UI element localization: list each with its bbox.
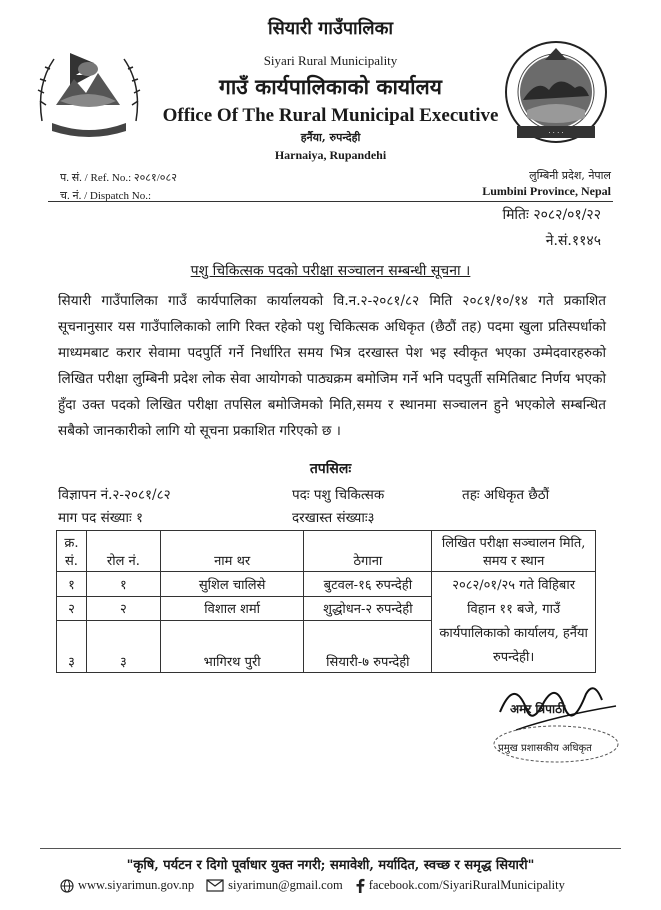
facebook-link[interactable]: facebook.com/SiyariRuralMunicipality (368, 878, 565, 892)
province-nepali: लुम्बिनी प्रदेश, नेपाल (529, 169, 611, 182)
signatory-title: प्रमुख प्रशासकीय अधिकृत (498, 743, 592, 754)
office-name-nepali: गाउँ कार्यपालिकाको कार्यालय (219, 74, 442, 99)
cell-sn: ३ (57, 621, 87, 673)
cell-name: सुशिल चालिसे (160, 572, 304, 597)
footer-slogan: "कृषि, पर्यटन र दिगो पूर्वाधार युक्त नगरी; समावेशी, मर्यादित, स्वच्छ र समृद्ध सियारी" (126, 858, 535, 873)
header-roll: रोल नं. (86, 531, 160, 572)
header-schedule: लिखित परीक्षा सञ्चालन मिति, समय र स्थान (432, 531, 596, 572)
application-count: दरखास्त संख्याः३ (292, 510, 375, 526)
signature-mark (486, 672, 626, 772)
letter-body: सियारी गाउँपालिका गाउँ कार्यपालिका कार्यालयको वि.न.२-२०८१/८२ मिति २०८१/१०/१४ गते प्रकाशित सूचनानुसार यस गाउँपालिकाको लागि रिक्त रहेको पशु चिकित्सक अधिकृत (छैठौं तह) पदमा खुला प्रतिस्पर्धाको माध्यमबाट करार सेवामा पदपुर्ति गर्ने निर्धारित समय भित्र दरखास्त पेश भइ स्वीकृत भएका उम्मेदवारहरुको लिखित परीक्षा लुम्बिनी प्रदेश लोक सेवा आयोगको पाठ्यक्रम बमोजिम गर्ने भनि पदपुर्ती समितिबाट निर्णय भएको हुँदा उक्त पदको लिखित परीक्षा तपसिल बमोजिमको मिति,समय र स्थानमा सञ्चालन हुने भएकोले सम्बन्धित सबैको जानकारीको लागि यो सूचना प्रकाशित गरिएको छ । (58, 293, 606, 439)
nepal-emblem-icon (30, 35, 148, 143)
cell-address: सियारी-७ रुपन्देही (304, 621, 432, 673)
letter-subject (0, 261, 661, 280)
header-sn: क्र. सं. (57, 531, 87, 572)
header-divider (48, 201, 613, 202)
table-header-row (57, 531, 596, 572)
cell-name: भागिरथ पुरी (160, 621, 304, 673)
header-name: नाम थर (160, 531, 304, 572)
cell-sn: १ (57, 572, 87, 597)
address-nepali: हर्नैया, रुपन्देही (300, 131, 361, 144)
envelope-icon (206, 879, 224, 892)
letter-date: मितिः २०८२/०१/२२ (502, 207, 601, 223)
header-address: ठेगाना (304, 531, 432, 572)
address-english: Harnaiya, Rupandehi (274, 148, 387, 162)
footer-divider (40, 848, 621, 849)
reference-number: प. सं. / Ref. No.: २०८१/०८२ (60, 172, 177, 184)
cell-address: बुटवल-१६ रुपन्देही (304, 572, 432, 597)
cell-roll: २ (86, 596, 160, 621)
svg-text:· · · ·: · · · · (548, 129, 564, 137)
demand-count: माग पद संख्याः १ (58, 510, 143, 526)
cell-name: विशाल शर्मा (160, 596, 304, 621)
municipality-name-english: Siyari Rural Municipality (263, 53, 398, 68)
advertisement-number: विज्ञापन नं.२-२०८१/८२ (58, 487, 171, 503)
cell-sn: २ (57, 596, 87, 621)
office-name-english: Office Of The Rural Municipal Executive (162, 105, 499, 126)
dispatch-number: च. नं. / Dispatch No.: (60, 190, 151, 202)
email-link[interactable]: siyarimun@gmail.com (228, 878, 343, 892)
cell-roll: १ (86, 572, 160, 597)
table-row (57, 572, 596, 597)
details-heading: तपसिलः (309, 461, 352, 477)
cell-address: शुद्धोधन-२ रुपन्देही (304, 596, 432, 621)
subject-text: पशु चिकित्सक पदको परीक्षा सञ्चालन सम्बन्धी सूचना । (190, 263, 471, 279)
website-link[interactable]: www.siyarimun.gov.np (78, 878, 195, 892)
province-english: Lumbini Province, Nepal (482, 184, 611, 198)
cell-roll: ३ (86, 621, 160, 673)
facebook-icon (355, 878, 365, 893)
cell-schedule: २०८२/०१/२५ गते विहिबार विहान ११ बजे, गाउँ कार्यपालिकाको कार्यालय, हर्नैया रुपन्देही। (432, 572, 596, 673)
municipality-name-nepali: सियारी गाउँपालिका (267, 18, 394, 39)
registration-number: ने.सं.११४५ (545, 233, 601, 249)
post-name: पदः पशु चिकित्सक (292, 487, 385, 503)
exam-schedule-table (56, 530, 596, 673)
post-level: तहः अधिकृत छैठौं (462, 487, 550, 503)
signatory-name: अमर त्रिपाठी (510, 702, 566, 716)
footer-contacts (60, 878, 565, 893)
globe-icon (60, 879, 74, 893)
